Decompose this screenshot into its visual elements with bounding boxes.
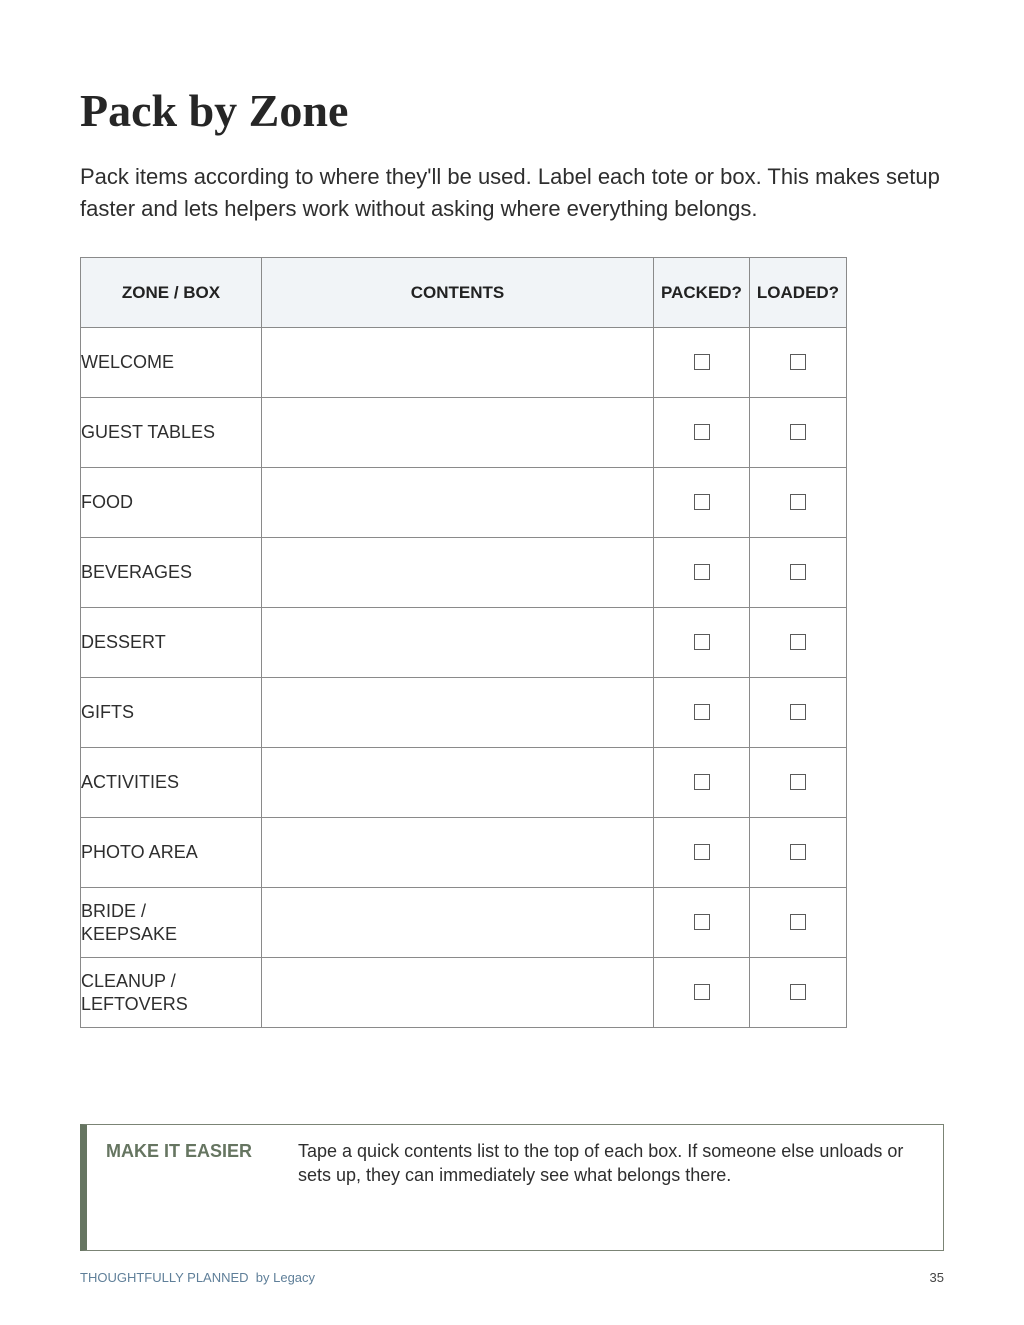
loaded-cell: [750, 678, 847, 748]
loaded-checkbox[interactable]: [790, 354, 806, 370]
contents-cell[interactable]: [262, 468, 654, 538]
loaded-checkbox[interactable]: [790, 914, 806, 930]
loaded-cell: [750, 958, 847, 1028]
header-loaded: LOADED?: [750, 258, 847, 328]
loaded-cell: [750, 468, 847, 538]
packed-cell: [654, 468, 750, 538]
table-row: [81, 398, 847, 468]
packed-cell: [654, 958, 750, 1028]
intro-paragraph: Pack items according to where they'll be used. Label each tote or box. This makes setup faster and lets helpers work without asking where everything belongs.: [80, 164, 940, 221]
zone-label: BEVERAGES: [81, 538, 262, 608]
table-header-row: [81, 258, 847, 328]
loaded-cell: [750, 748, 847, 818]
packed-cell: [654, 398, 750, 468]
zone-label: WELCOME: [81, 328, 262, 398]
header-contents: CONTENTS: [262, 258, 654, 328]
contents-cell[interactable]: [262, 748, 654, 818]
zone-label: CLEANUP / LEFTOVERS: [81, 958, 262, 1028]
table-row: [81, 678, 847, 748]
packed-cell: [654, 888, 750, 958]
packed-checkbox[interactable]: [694, 774, 710, 790]
contents-cell[interactable]: [262, 678, 654, 748]
packed-checkbox[interactable]: [694, 844, 710, 860]
table-row: [81, 608, 847, 678]
packed-checkbox[interactable]: [694, 354, 710, 370]
callout-text: Tape a quick contents list to the top of each box. If someone else unloads or sets up, they can immediately see what belongs there.: [298, 1141, 904, 1185]
loaded-cell: [750, 328, 847, 398]
packed-cell: [654, 608, 750, 678]
packed-checkbox[interactable]: [694, 564, 710, 580]
zone-label: ACTIVITIES: [81, 748, 262, 818]
loaded-checkbox[interactable]: [790, 494, 806, 510]
contents-cell[interactable]: [262, 608, 654, 678]
packed-checkbox[interactable]: [694, 494, 710, 510]
packed-cell: [654, 538, 750, 608]
table-row: [81, 958, 847, 1028]
pack-by-zone-table: [80, 257, 847, 1028]
table-row: [81, 748, 847, 818]
callout-label: MAKE IT EASIER: [106, 1141, 253, 1161]
contents-cell[interactable]: [262, 958, 654, 1028]
table-row: [81, 468, 847, 538]
table-row: [81, 818, 847, 888]
make-it-easier-callout: [80, 1124, 944, 1251]
packed-checkbox[interactable]: [694, 984, 710, 1000]
loaded-cell: [750, 398, 847, 468]
footer-brand: THOUGHTFULLY PLANNED by Legacy: [80, 1270, 316, 1285]
header-zone: ZONE / BOX: [81, 258, 262, 328]
zone-label: FOOD: [81, 468, 262, 538]
packed-cell: [654, 678, 750, 748]
contents-cell[interactable]: [262, 398, 654, 468]
loaded-checkbox[interactable]: [790, 634, 806, 650]
zone-label: PHOTO AREA: [81, 818, 262, 888]
packed-checkbox[interactable]: [694, 914, 710, 930]
page-title: Pack by Zone: [80, 85, 349, 136]
loaded-checkbox[interactable]: [790, 844, 806, 860]
packed-checkbox[interactable]: [694, 704, 710, 720]
packed-cell: [654, 818, 750, 888]
table-row: [81, 328, 847, 398]
zone-label: DESSERT: [81, 608, 262, 678]
contents-cell[interactable]: [262, 818, 654, 888]
zone-label: BRIDE / KEEPSAKE: [81, 888, 262, 958]
zone-label: GIFTS: [81, 678, 262, 748]
loaded-checkbox[interactable]: [790, 704, 806, 720]
table-row: [81, 888, 847, 958]
contents-cell[interactable]: [262, 538, 654, 608]
packed-checkbox[interactable]: [694, 424, 710, 440]
loaded-cell: [750, 888, 847, 958]
packed-cell: [654, 328, 750, 398]
loaded-cell: [750, 608, 847, 678]
header-packed: PACKED?: [654, 258, 750, 328]
loaded-cell: [750, 538, 847, 608]
loaded-checkbox[interactable]: [790, 984, 806, 1000]
loaded-checkbox[interactable]: [790, 564, 806, 580]
table-row: [81, 538, 847, 608]
loaded-checkbox[interactable]: [790, 424, 806, 440]
packed-cell: [654, 748, 750, 818]
page-number: 35: [929, 1270, 944, 1285]
zone-label: GUEST TABLES: [81, 398, 262, 468]
contents-cell[interactable]: [262, 888, 654, 958]
loaded-checkbox[interactable]: [790, 774, 806, 790]
packed-checkbox[interactable]: [694, 634, 710, 650]
contents-cell[interactable]: [262, 328, 654, 398]
loaded-cell: [750, 818, 847, 888]
